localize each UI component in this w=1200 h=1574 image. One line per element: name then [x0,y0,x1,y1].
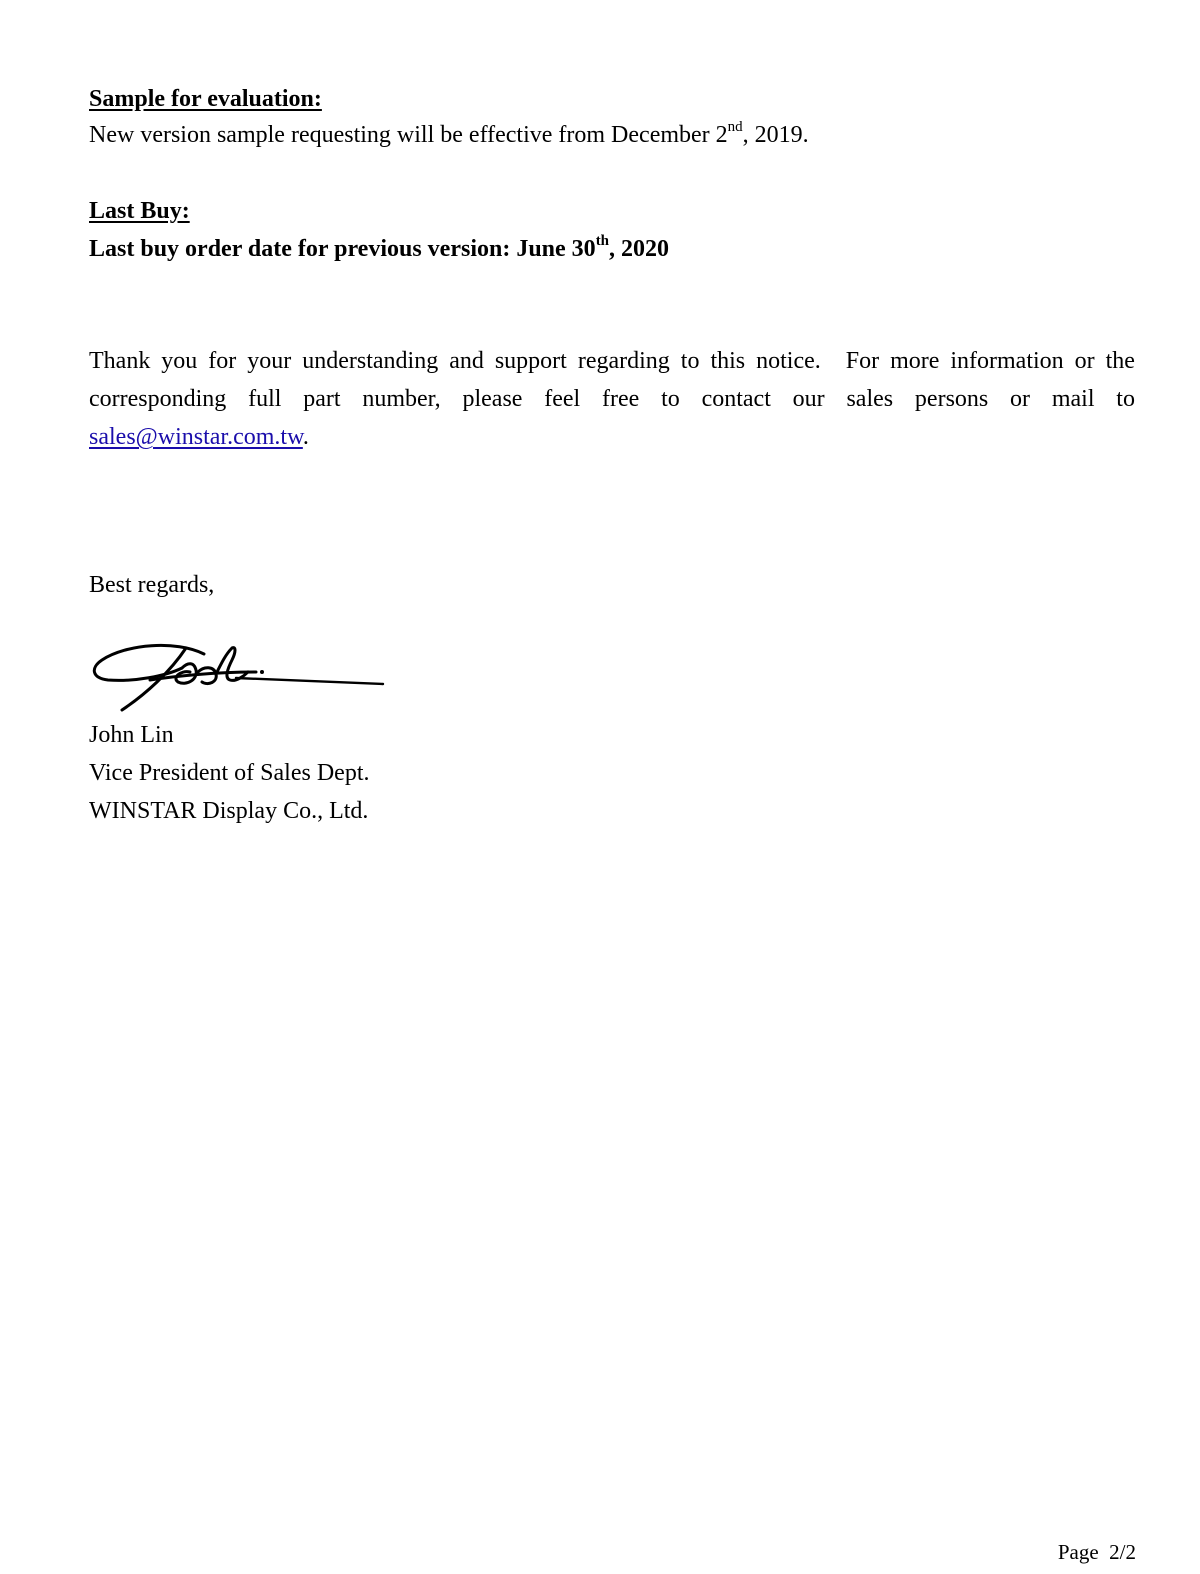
last-buy-heading: Last Buy: [89,198,190,224]
word: your [247,348,292,374]
signer-name: John Lin [89,722,174,748]
last-buy-date-suffix: th [595,233,610,249]
word: to [1116,386,1135,412]
signer-title: Vice President of Sales Dept. [89,760,370,786]
word: our [792,386,825,412]
closing-text: Best regards, [89,572,215,598]
word: you [161,348,198,374]
last-buy-text-before: Last buy order date for previous version: June 30 [89,236,596,262]
word: regarding [577,348,670,374]
word: this [710,348,746,374]
word: Thank [89,348,151,374]
word: more [890,348,940,374]
handwritten-signature [86,632,391,717]
word: and [449,348,484,374]
sales-email-link[interactable]: sales@winstar.com.tw [89,424,303,450]
word: for [208,348,237,374]
word: or [1074,348,1095,374]
word: to [680,348,700,374]
word: understanding [302,348,439,374]
sample-evaluation-text [89,121,809,149]
word: part [303,386,341,412]
word: feel [544,386,581,412]
word: number, [362,386,441,412]
word: support [494,348,567,374]
sample-evaluation-heading: Sample for evaluation: [89,86,322,112]
word: please [462,386,523,412]
word: contact [701,386,771,412]
word: full [248,386,282,412]
word: information [950,348,1064,374]
word: persons [914,386,989,412]
notice-line-3 [89,423,309,451]
word: sales [846,386,894,412]
word: mail [1051,386,1095,412]
email-suffix: . [302,424,309,450]
last-buy-text [89,235,669,263]
last-buy-text-after: , 2020 [609,236,670,262]
word: corresponding [89,386,227,412]
notice-line-2 [89,385,1135,413]
page-number: Page 2/2 [1057,1540,1136,1564]
sample-text-before: New version sample requesting will be effective from December 2 [89,122,728,148]
word: For [845,348,880,374]
word: free [602,386,640,412]
sample-date-suffix: nd [727,119,743,135]
word: notice. [756,348,821,374]
word: to [661,386,680,412]
word: the [1105,348,1135,374]
word: or [1010,386,1031,412]
signer-company: WINSTAR Display Co., Ltd. [89,798,369,824]
notice-line-1 [89,347,1135,375]
sample-text-after: , 2019. [742,122,809,148]
